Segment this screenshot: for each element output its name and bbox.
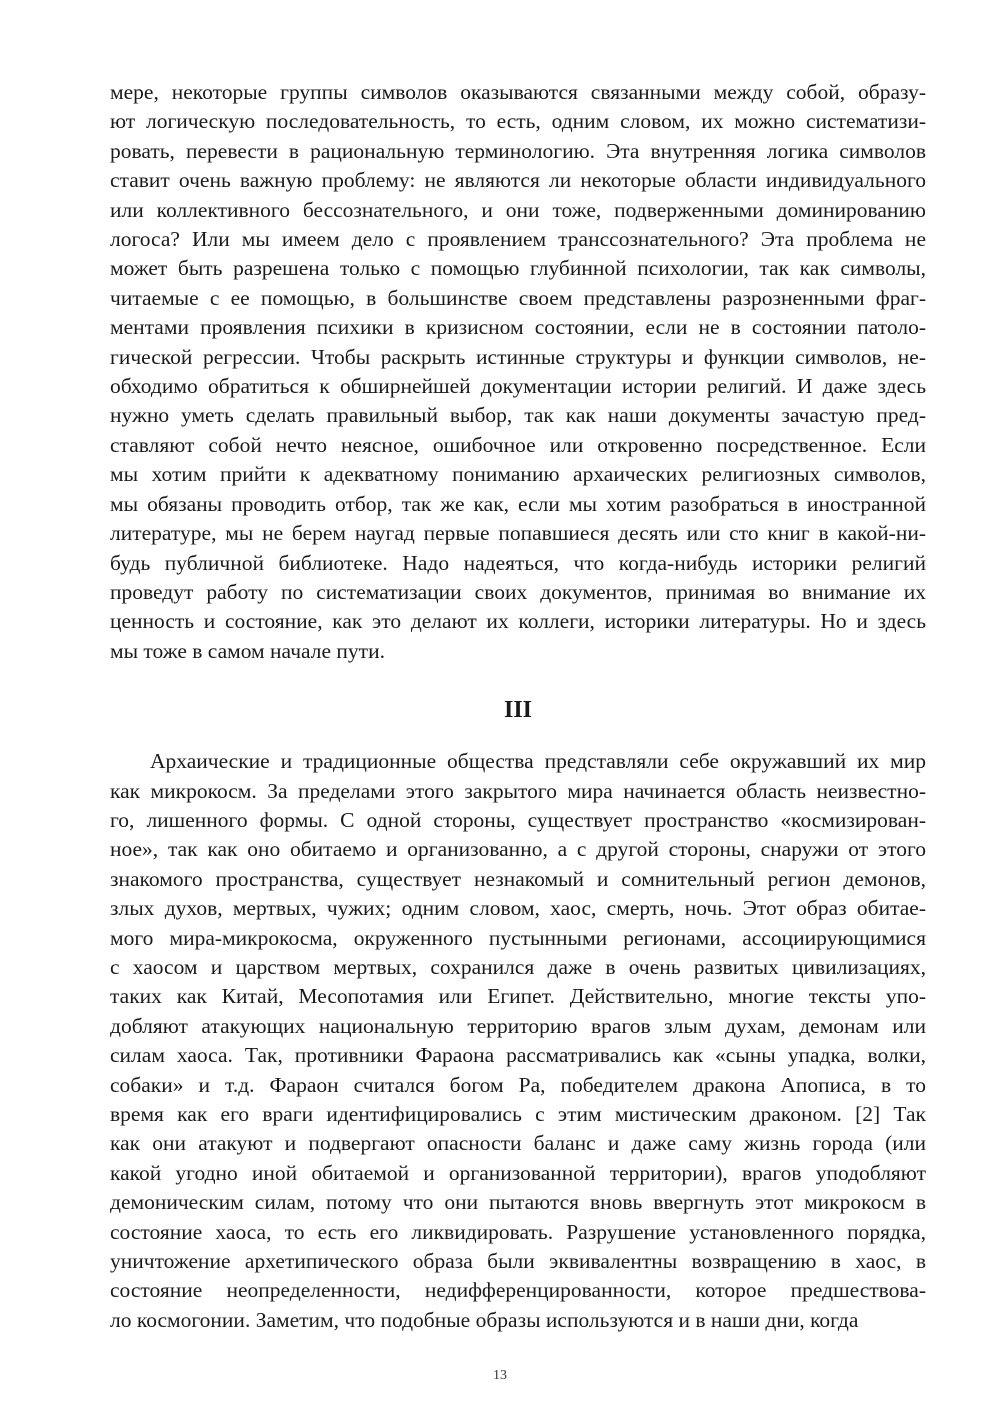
text-line: ровать, перевести в рациональную терминологию. Эта внутренняя логика символов	[110, 138, 926, 163]
text-line: логоса? Или мы имеем дело с проявлением транссознательного? Эта проблема не	[110, 227, 926, 252]
text-line: собаки» и т.д. Фараон считался богом Ра, победителем дракона Апописа, в то	[110, 1072, 926, 1097]
text-line: демоническим силам, потому что они пытаются вновь ввергнуть этот микрокосм в	[110, 1190, 926, 1215]
text-line: силам хаоса. Так, противники Фараона рассматривались как «сыны упадка, волки,	[110, 1043, 926, 1068]
text-line: уничтожение архетипического образа были эквивалентны возвращению в хаос, в	[110, 1249, 926, 1274]
text-line: с хаосом и царством мертвых, сохранился даже в очень развитых цивилизациях,	[110, 954, 926, 979]
text-line: мы тоже в самом начале пути.	[110, 638, 385, 663]
text-line: обходимо обратиться к обширнейшей документации истории религий. И даже здесь	[110, 374, 926, 399]
text-line: мого мира-микрокосма, окруженного пустынными регионами, ассоциирующимися	[110, 925, 926, 950]
page-number: 13	[493, 1368, 507, 1383]
text-line: читаемые с ее помощью, в большинстве своем представлены разрозненными фраг-	[110, 285, 926, 310]
text-line: го, лишенного формы. С одной стороны, существует пространство «космизирован-	[110, 807, 926, 832]
text-line: ют логическую последовательность, то есть, одним словом, их можно систематизи-	[110, 109, 926, 134]
text-line: мы хотим прийти к адекватному пониманию архаических религиозных символов,	[110, 462, 926, 487]
text-line: ло космогонии. Заметим, что подобные образы используются и в наши дни, когда	[110, 1307, 859, 1332]
text-line: мере, некоторые группы символов оказываются связанными между собой, образу-	[110, 80, 926, 104]
text-line: злых духов, мертвых, чужих; одним словом, хаос, смерть, ночь. Этот образ обитае-	[110, 896, 926, 921]
text-line: состояние хаоса, то есть его ликвидировать. Разрушение установленного порядка,	[110, 1219, 926, 1244]
text-line: как они атакуют и подвергают опасности баланс и даже саму жизнь города (или	[110, 1131, 926, 1156]
text-line: проведут работу по систематизации своих документов, принимая во внимание их	[110, 579, 926, 604]
text-line: состояние неопределенности, недифференцированности, которое предшествова-	[110, 1278, 926, 1303]
text-line: как микрокосм. За пределами этого закрытого мира начинается область неизвестно-	[110, 778, 926, 803]
text-line: гической регрессии. Чтобы раскрыть истинные структуры и функции символов, не-	[110, 344, 926, 369]
paragraph-2	[110, 747, 926, 1335]
text-line: добляют атакующих национальную территорию врагов злым духам, демонам или	[110, 1013, 926, 1038]
text-line: Архаические и традиционные общества представляли себе окружавший их мир	[150, 749, 926, 774]
text-line: литературе, мы не берем наугад первые попавшиеся десять или сто книг в какой-ни-	[110, 521, 926, 546]
text-line: будь публичной библиотеке. Надо надеяться, что когда-нибудь историки религий	[110, 550, 926, 575]
text-line: знакомого пространства, существует незнакомый и сомнительный регион демонов,	[110, 866, 926, 891]
text-line: может быть разрешена только с помощью глубинной психологии, так как символы,	[110, 256, 926, 281]
text-line: нужно уметь сделать правильный выбор, так как наши документы зачастую пред-	[110, 403, 926, 428]
text-line: ментами проявления психики в кризисном состоянии, если не в состоянии патоло-	[110, 315, 926, 340]
paragraph-1	[110, 78, 926, 666]
text-line: или коллективного бессознательного, и они тоже, подверженными доминированию	[110, 197, 926, 222]
text-line: ставляют собой нечто неясное, ошибочное или откровенно посредственное. Если	[110, 432, 926, 457]
document-page	[110, 78, 926, 1335]
text-line: ценность и состояние, как это делают их коллеги, историки литературы. Но и здесь	[110, 609, 926, 634]
text-line: ставит очень важную проблему: не являются ли некоторые области индивидуального	[110, 168, 926, 193]
section-heading: III	[503, 697, 533, 724]
text-line: время как его враги идентифицировались с этим мистическим драконом. [2] Так	[110, 1102, 926, 1126]
text-line: какой угодно иной обитаемой и организованной территории), врагов уподобляют	[110, 1160, 926, 1185]
text-line: мы обязаны проводить отбор, так же как, если мы хотим разобраться в иностранной	[110, 491, 926, 516]
text-line: ное», так как оно обитаемо и организованно, а с другой стороны, снаружи от этого	[110, 837, 926, 862]
text-line: таких как Китай, Месопотамия или Египет. Действительно, многие тексты упо-	[110, 984, 926, 1009]
